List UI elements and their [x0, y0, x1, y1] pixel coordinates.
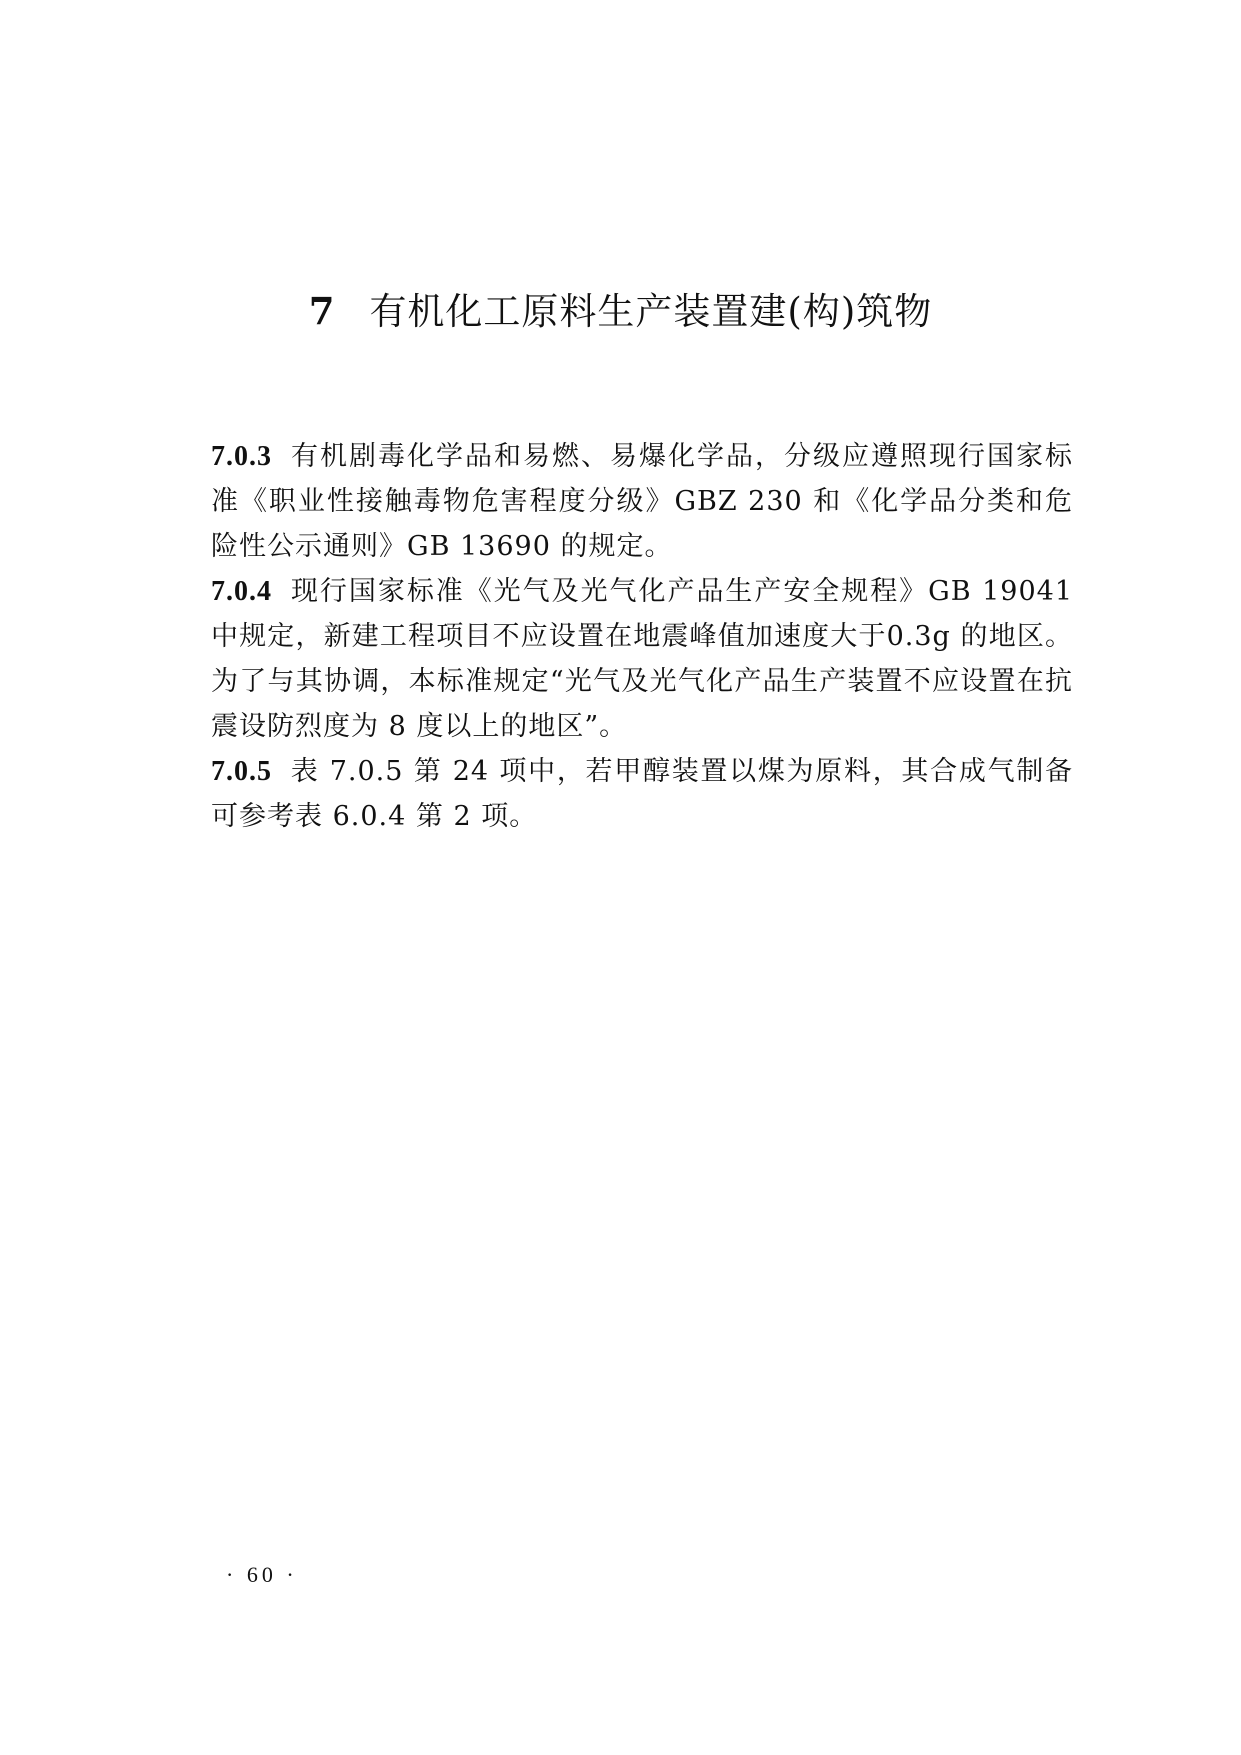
clause-list: [211, 434, 1073, 839]
clause-7-0-4: [211, 569, 1073, 749]
chapter-title-text: 有机化工原料生产装置建(构)筑物: [369, 290, 933, 333]
clause-text: 有机剧毒化学品和易燃、易爆化学品，分级应遵照现行国家标准《职业性接触毒物危害程度分级》GBZ 230 和《化学品分类和危险性公示通则》GB 13690 的规定。: [211, 441, 1073, 562]
clause-number: 7.0.5: [211, 756, 272, 787]
clause-number: 7.0.4: [211, 576, 272, 607]
page-number: · 60 ·: [226, 1562, 298, 1587]
clause-number: 7.0.3: [211, 441, 272, 472]
clause-7-0-3: [211, 434, 1073, 569]
chapter-number: 7: [308, 289, 336, 333]
clause-text: 表 7.0.5 第 24 项中，若甲醇装置以煤为原料，其合成气制备可参考表 6.0.4 第 2 项。: [211, 756, 1073, 832]
clause-7-0-5: [211, 749, 1073, 839]
clause-text: 现行国家标准《光气及光气化产品生产安全规程》GB 19041中规定，新建工程项目不应设置在地震峰值加速度大于0.3g 的地区。为了与其协调，本标准规定“光气及光气化产品生产装置不应设置在抗震设防烈度为 8 度以上的地区”。: [211, 576, 1073, 742]
chapter-title: [0, 286, 1241, 337]
